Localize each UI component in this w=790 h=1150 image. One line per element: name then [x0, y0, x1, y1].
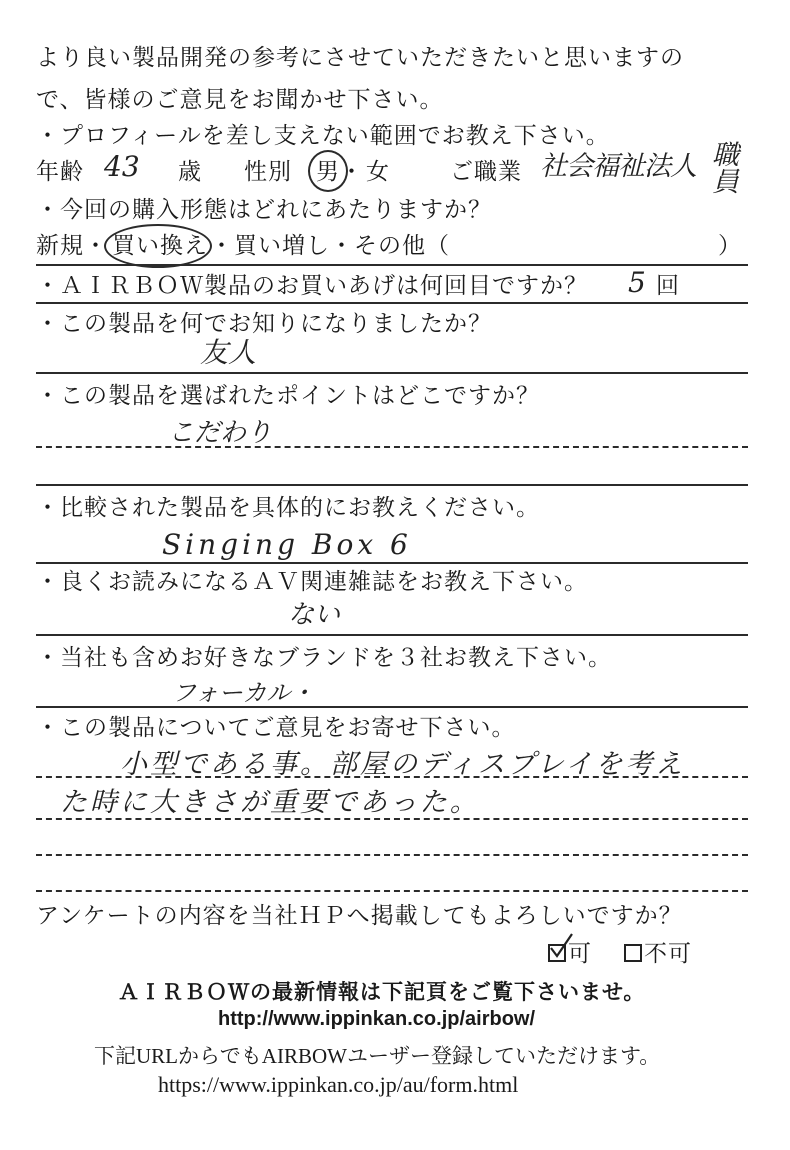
purchase-opt-replace: 買い換え	[112, 233, 208, 259]
dashed-rule-line	[36, 776, 748, 778]
purchase-count-answer: 5	[628, 266, 646, 299]
rule-line	[36, 484, 748, 486]
occupation-value: 社会福祉法人	[540, 151, 696, 182]
how-known-question: ・この製品を何でお知りになりましたか？	[36, 311, 492, 337]
opinion-question: ・この製品についてご意見をお寄せ下さい。	[36, 715, 516, 741]
yes-checkbox[interactable]	[548, 944, 566, 962]
gender-male: 男	[316, 159, 340, 185]
purchase-type-question: ・今回の購入形態はどれにあたりますか？	[36, 197, 492, 223]
dashed-rule-line	[36, 818, 748, 820]
footer-register-text: 下記URLからでもAIRBOWユーザー登録していただけます。	[94, 1044, 661, 1068]
age-unit: 歳	[178, 159, 202, 185]
dashed-rule-line	[36, 446, 748, 448]
permission-no-option[interactable]	[624, 940, 692, 968]
permission-yes-label: 可	[568, 941, 592, 967]
purchase-close-paren: ）	[718, 233, 742, 259]
occupation-value-2: 職員	[712, 140, 739, 198]
permission-question: アンケートの内容を当社ＨＰへ掲載してもよろしいですか？	[36, 903, 683, 929]
footer-url-1[interactable]: http://www.ippinkan.co.jp/airbow/	[218, 1008, 536, 1030]
magazine-question: ・良くお読みになるＡＶ関連雑誌をお教え下さい。	[36, 569, 588, 595]
purchase-count-unit: 回	[656, 273, 680, 299]
opinion-answer-line-2: た時に大きさが重要であった。	[60, 787, 480, 818]
occupation-label: ご職業	[450, 159, 522, 185]
purchase-opt-add: ・買い増し・その他（	[210, 233, 450, 259]
gender-label: 性別	[244, 159, 292, 185]
how-known-answer: 友人	[200, 336, 257, 369]
rule-line	[36, 372, 748, 374]
gender-female: 女	[366, 159, 390, 185]
dashed-rule-line	[36, 890, 748, 892]
rule-line	[36, 302, 748, 304]
dashed-rule-line	[36, 854, 748, 856]
purchase-count-question: ・ＡＩＲＢＯＷ製品のお買いあげは何回目ですか？	[36, 273, 588, 299]
profile-question: ・プロフィールを差し支えない範囲でお教え下さい。	[36, 123, 610, 149]
intro-line-2: で、皆様のご意見をお聞かせ下さい。	[36, 87, 444, 113]
age-value: 43	[104, 150, 140, 183]
rule-line	[36, 634, 748, 636]
compared-answer: Singing Box 6	[162, 528, 412, 561]
purchase-opt-new: 新規・	[36, 233, 108, 259]
footer-headline: ＡＩＲＢＯＷの最新情報は下記頁をご覧下さいませ。	[118, 981, 646, 1004]
magazine-answer: ない	[288, 600, 341, 630]
selection-point-answer: こだわり	[168, 418, 273, 448]
footer-url-2[interactable]: https://www.ippinkan.co.jp/au/form.html	[158, 1072, 519, 1097]
gender-separator: ・	[340, 159, 364, 185]
selection-point-question: ・この製品を選ばれたポイントはどこですか？	[36, 383, 540, 409]
checkmark-icon	[548, 932, 574, 960]
permission-yes-option[interactable]	[548, 940, 592, 968]
no-checkbox[interactable]	[624, 944, 642, 962]
brands-question: ・当社も含めお好きなブランドを３社お教え下さい。	[36, 645, 612, 671]
opinion-answer-line-1: 小型である事。部屋のディスプレイを考え	[120, 749, 686, 780]
brands-answer: フォーカル・	[172, 679, 315, 707]
rule-line	[36, 562, 748, 564]
intro-line-1: より良い製品開発の参考にさせていただきたいと思いますの	[36, 45, 684, 71]
permission-no-label: 不可	[644, 941, 692, 967]
compared-question: ・比較された製品を具体的にお教えください。	[36, 495, 540, 521]
rule-line	[36, 706, 748, 708]
age-label: 年齢	[36, 159, 84, 185]
